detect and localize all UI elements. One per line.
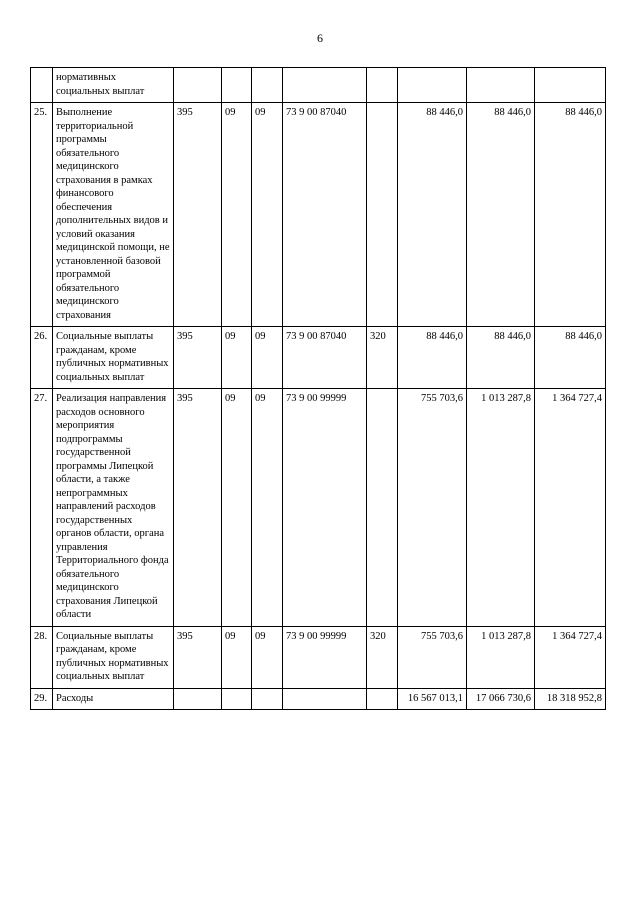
row-number: 29.: [31, 688, 53, 710]
table-row: [31, 688, 606, 710]
amount-year-1: [398, 68, 467, 103]
subsection-code: [252, 68, 283, 103]
expense-type-code: [367, 688, 398, 710]
row-number: 27.: [31, 389, 53, 627]
expense-type-code: [367, 103, 398, 327]
section-code: 09: [222, 327, 252, 389]
amount-year-3: 88 446,0: [535, 103, 606, 327]
expense-name: Реализация направления расходов основного мероприятия подпрограммы государственной программы Липецкой области, а также непрограммных направлений расходов государственных органов области, органа управления Территориального фонда обязательного медицинского страхования Липецкой области: [53, 389, 174, 627]
expense-type-code: 320: [367, 626, 398, 688]
amount-year-1: 755 703,6: [398, 389, 467, 627]
subsection-code: [252, 688, 283, 710]
target-article: 73 9 00 99999: [283, 626, 367, 688]
amount-year-3: 88 446,0: [535, 327, 606, 389]
ministry-code: 395: [174, 389, 222, 627]
target-article: 73 9 00 87040: [283, 103, 367, 327]
table-row: [31, 626, 606, 688]
row-number: 28.: [31, 626, 53, 688]
amount-year-1: 88 446,0: [398, 327, 467, 389]
amount-year-1: 88 446,0: [398, 103, 467, 327]
expense-name: нормативных социальных выплат: [53, 68, 174, 103]
target-article: 73 9 00 99999: [283, 389, 367, 627]
subsection-code: 09: [252, 103, 283, 327]
expense-name: Социальные выплаты гражданам, кроме публичных нормативных социальных выплат: [53, 327, 174, 389]
amount-year-2: 1 013 287,8: [467, 626, 535, 688]
ministry-code: 395: [174, 103, 222, 327]
amount-year-2: [467, 68, 535, 103]
ministry-code: [174, 688, 222, 710]
ministry-code: 395: [174, 327, 222, 389]
ministry-code: 395: [174, 626, 222, 688]
amount-year-3: 1 364 727,4: [535, 389, 606, 627]
subsection-code: 09: [252, 389, 283, 627]
subsection-code: 09: [252, 327, 283, 389]
table-row: [31, 389, 606, 627]
row-number: [31, 68, 53, 103]
table-body: [31, 68, 606, 710]
section-code: 09: [222, 626, 252, 688]
amount-year-2: 88 446,0: [467, 103, 535, 327]
table-row: [31, 103, 606, 327]
table-row: [31, 327, 606, 389]
row-number: 26.: [31, 327, 53, 389]
target-article: 73 9 00 87040: [283, 327, 367, 389]
subsection-code: 09: [252, 626, 283, 688]
section-code: 09: [222, 103, 252, 327]
expense-name: Расходы: [53, 688, 174, 710]
ministry-code: [174, 68, 222, 103]
section-code: [222, 68, 252, 103]
page-number: 6: [317, 31, 323, 45]
table-row: [31, 68, 606, 103]
expense-name: Социальные выплаты гражданам, кроме публичных нормативных социальных выплат: [53, 626, 174, 688]
section-code: [222, 688, 252, 710]
expense-type-code: 320: [367, 327, 398, 389]
budget-table: [30, 67, 606, 710]
amount-year-3: 18 318 952,8: [535, 688, 606, 710]
section-code: 09: [222, 389, 252, 627]
amount-year-1: 16 567 013,1: [398, 688, 467, 710]
row-number: 25.: [31, 103, 53, 327]
amount-year-3: [535, 68, 606, 103]
expense-name: Выполнение территориальной программы обязательного медицинского страхования в рамках финансового обеспечения дополнительных видов и условий оказания медицинской помощи, не установленной базовой программой обязательного медицинского страхования: [53, 103, 174, 327]
amount-year-2: 17 066 730,6: [467, 688, 535, 710]
target-article: [283, 688, 367, 710]
amount-year-2: 88 446,0: [467, 327, 535, 389]
amount-year-3: 1 364 727,4: [535, 626, 606, 688]
expense-type-code: [367, 389, 398, 627]
expense-type-code: [367, 68, 398, 103]
amount-year-1: 755 703,6: [398, 626, 467, 688]
target-article: [283, 68, 367, 103]
amount-year-2: 1 013 287,8: [467, 389, 535, 627]
